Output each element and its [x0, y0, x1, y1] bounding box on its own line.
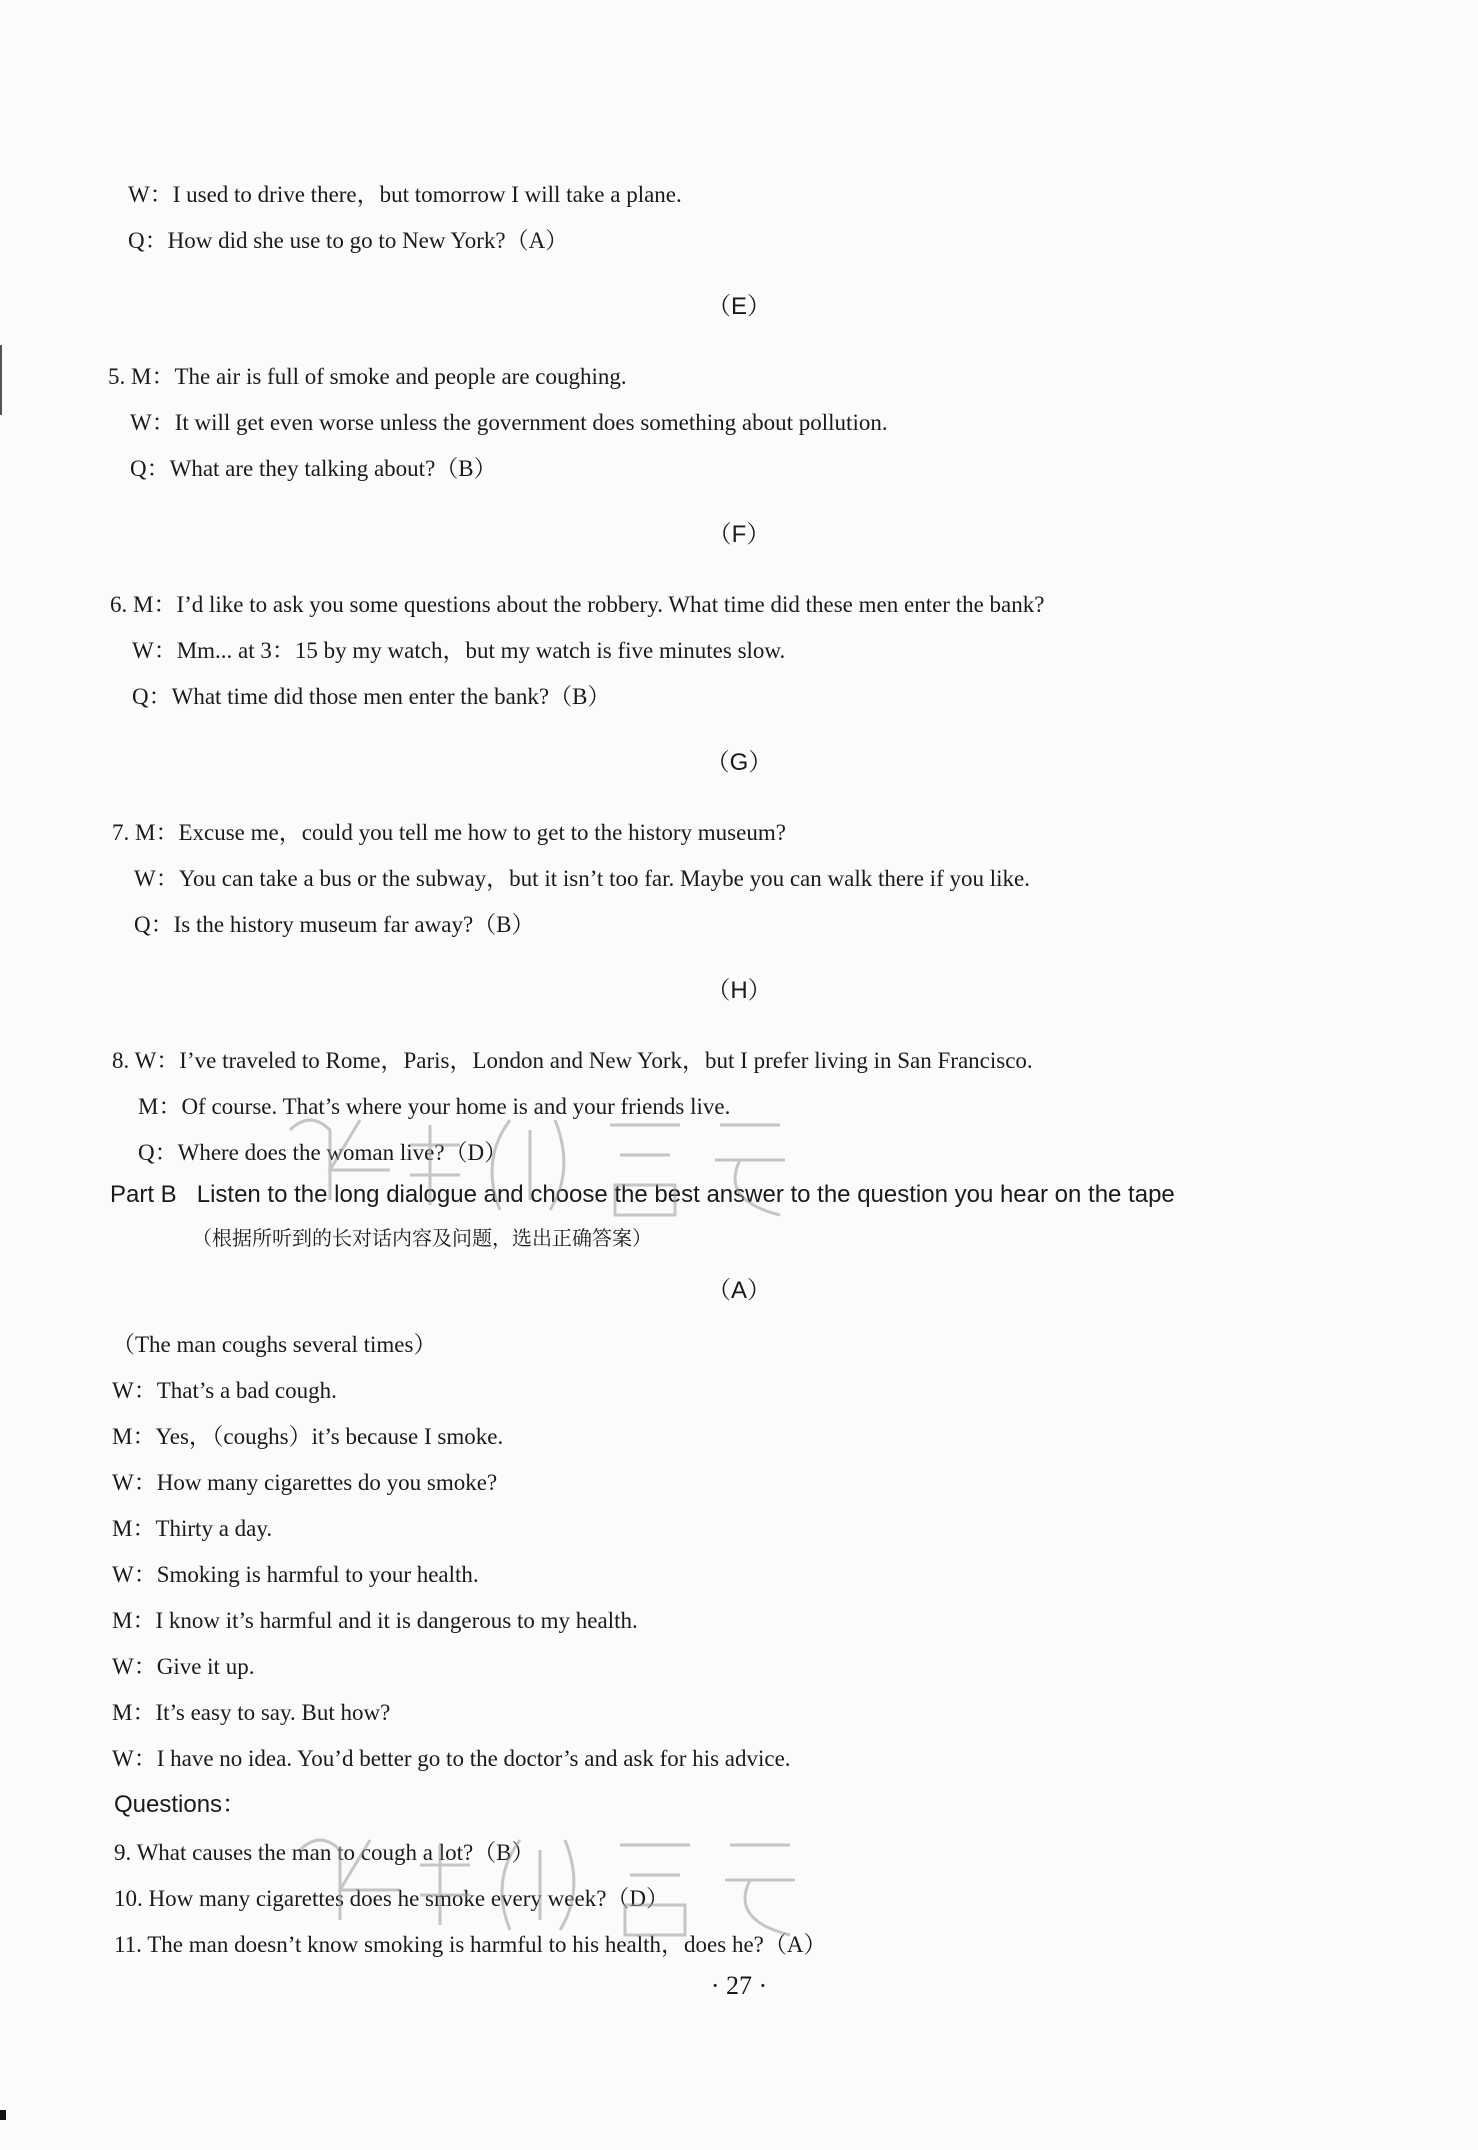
dialogue-line: W：Mm... at 3：15 by my watch，but my watch is five minutes slow. — [132, 638, 786, 663]
dialogue-stage-direction: （The man coughs several times） — [112, 1332, 437, 1357]
dialogue-line: 5. M：The air is full of smoke and people are coughing. — [108, 364, 627, 389]
dialogue-line: W：I used to drive there，but tomorrow I will take a plane. — [128, 182, 682, 207]
page-number: · 27 · — [710, 1971, 768, 2000]
dialogue-line: W：That’s a bad cough. — [112, 1378, 337, 1403]
section-heading-e: （E） — [706, 293, 771, 320]
question-item: 10. How many cigarettes does he smoke every week?（D） — [114, 1886, 670, 1911]
dialogue-line: M：Yes，（coughs）it’s because I smoke. — [112, 1424, 504, 1449]
dialogue-line: 7. M：Excuse me，could you tell me how to get to the history museum? — [112, 820, 786, 845]
part-b-section-a: （A） — [706, 1277, 771, 1304]
scan-corner-mark — [0, 2110, 6, 2120]
dialogue-line: M：Thirty a day. — [112, 1516, 273, 1541]
section-heading-h: （H） — [706, 977, 772, 1004]
question-line: Q：What are they talking about?（B） — [130, 456, 497, 481]
section-heading-f: （F） — [707, 521, 771, 548]
part-b-heading — [110, 1180, 1175, 1210]
scan-edge-mark — [0, 345, 2, 415]
question-line: Q：How did she use to go to New York?（A） — [128, 228, 569, 253]
dialogue-line: W：Smoking is harmful to your health. — [112, 1562, 479, 1587]
question-line: Q：Where does the woman live?（D） — [138, 1140, 508, 1165]
dialogue-line: 6. M：I’d like to ask you some questions about the robbery. What time did these men enter the bank? — [110, 592, 1045, 617]
section-heading-g: （G） — [705, 749, 773, 776]
dialogue-line: W：You can take a bus or the subway，but it isn’t too far. Maybe you can walk there if you like. — [134, 866, 1030, 891]
question-line: Q：What time did those men enter the bank?（B） — [132, 684, 611, 709]
questions-heading: Questions： — [114, 1791, 247, 1818]
dialogue-line: M：It’s easy to say. But how? — [112, 1700, 391, 1725]
question-item: 9. What causes the man to cough a lot?（B） — [114, 1840, 535, 1865]
question-item: 11. The man doesn’t know smoking is harmful to his health，does he?（A） — [114, 1932, 827, 1957]
dialogue-line: M：Of course. That’s where your home is and your friends live. — [138, 1094, 731, 1119]
part-b-label: Part B — [110, 1181, 177, 1208]
dialogue-line: W：It will get even worse unless the government does something about pollution. — [130, 410, 888, 435]
part-b-subtitle: （根据所听到的长对话内容及问题，选出正确答案） — [192, 1226, 652, 1250]
dialogue-line: W：How many cigarettes do you smoke? — [112, 1470, 498, 1495]
dialogue-line: 8. W：I’ve traveled to Rome，Paris，London and New York，but I prefer living in San Francisco. — [112, 1048, 1033, 1073]
part-b-instruction: Listen to the long dialogue and choose the best answer to the question you hear on the tape — [196, 1181, 1175, 1208]
dialogue-line: M：I know it’s harmful and it is dangerous to my health. — [112, 1608, 638, 1633]
dialogue-line: W：Give it up. — [112, 1654, 255, 1679]
question-line: Q：Is the history museum far away?（B） — [134, 912, 535, 937]
dialogue-line: W：I have no idea. You’d better go to the doctor’s and ask for his advice. — [112, 1746, 791, 1771]
